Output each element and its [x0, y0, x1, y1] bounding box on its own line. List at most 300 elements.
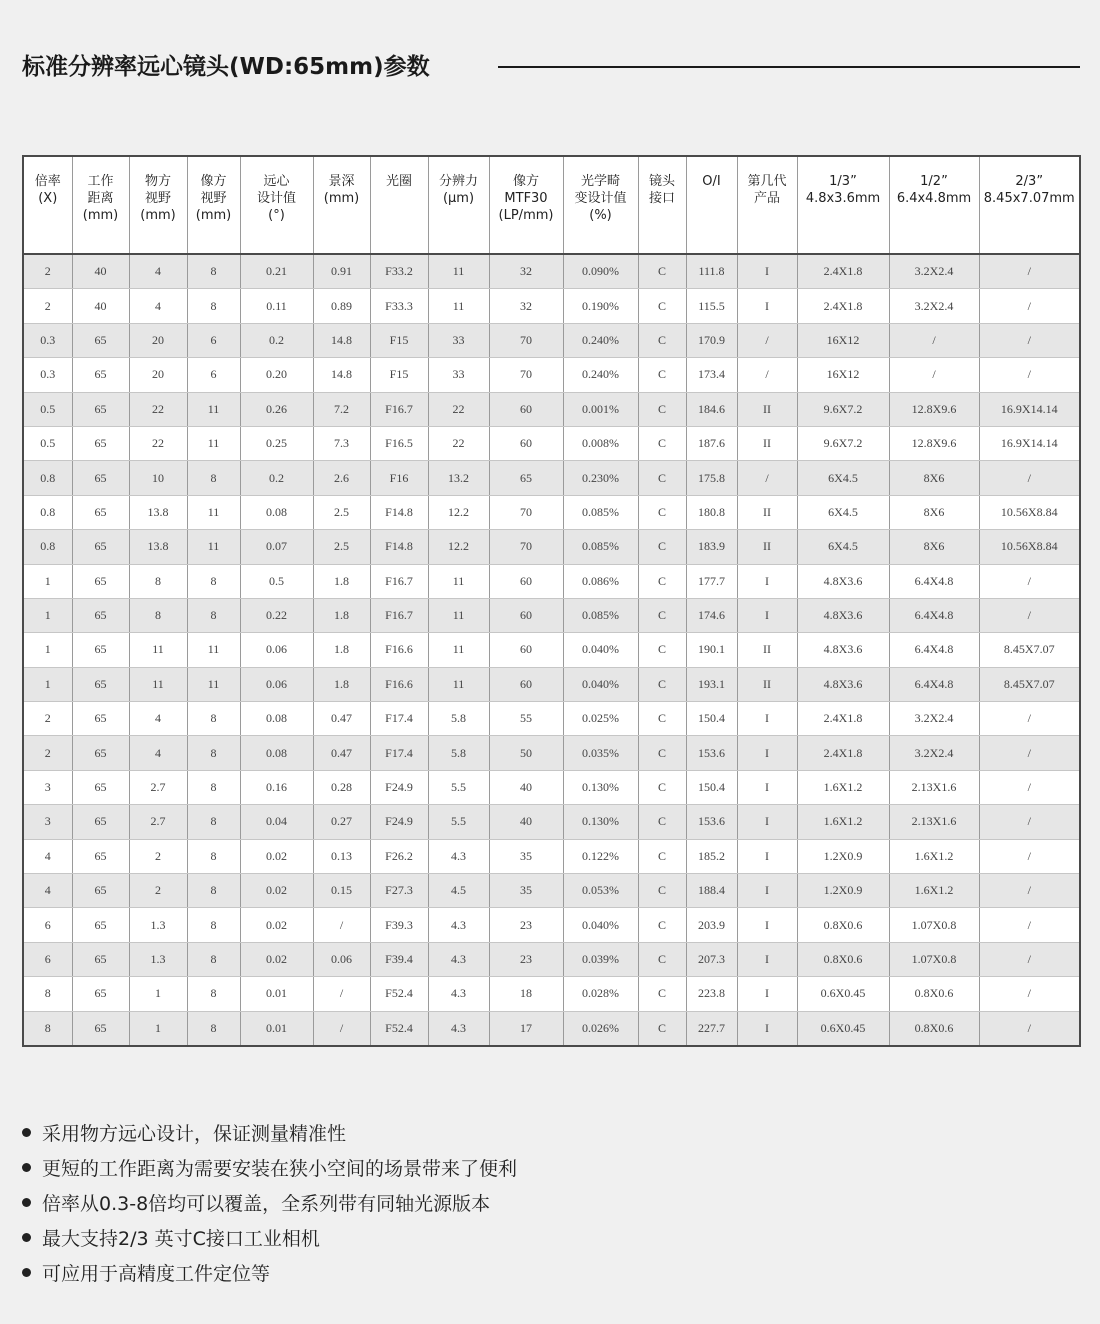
- column-header-line: 4.8x3.6mm: [805, 191, 881, 206]
- table-cell: 177.7: [686, 564, 737, 598]
- table-cell: 35: [489, 874, 563, 908]
- table-row: [23, 1011, 1080, 1046]
- table-cell: /: [313, 908, 370, 942]
- table-cell: 6: [23, 942, 72, 976]
- table-cell: F16.6: [370, 667, 428, 701]
- table-cell: 2: [23, 254, 72, 289]
- table-cell: 65: [72, 667, 129, 701]
- table-cell: /: [889, 358, 979, 392]
- table-cell: /: [979, 598, 1080, 632]
- table-body: [23, 254, 1080, 1046]
- table-cell: 11: [187, 392, 240, 426]
- table-cell: C: [638, 289, 686, 323]
- table-cell: 10: [129, 461, 187, 495]
- table-cell: F16.7: [370, 598, 428, 632]
- table-cell: 2: [129, 874, 187, 908]
- table-cell: I: [737, 770, 797, 804]
- table-cell: 0.02: [240, 942, 313, 976]
- table-cell: I: [737, 736, 797, 770]
- table-cell: 0.130%: [563, 805, 638, 839]
- table-cell: 0.08: [240, 736, 313, 770]
- feature-item: [22, 1258, 517, 1293]
- table-row: [23, 392, 1080, 426]
- table-cell: 65: [72, 805, 129, 839]
- column-header-line: 接口: [648, 191, 675, 206]
- table-cell: 1.07X0.8: [889, 942, 979, 976]
- table-cell: 0.8: [23, 495, 72, 529]
- column-header-line: 1/3”: [829, 174, 857, 189]
- table-cell: C: [638, 598, 686, 632]
- table-cell: 0.47: [313, 702, 370, 736]
- table-cell: 2.7: [129, 805, 187, 839]
- column-header: [187, 156, 240, 254]
- table-cell: 16.9X14.14: [979, 426, 1080, 460]
- table-cell: 8: [187, 289, 240, 323]
- table-cell: 175.8: [686, 461, 737, 495]
- table-cell: 4.3: [428, 839, 489, 873]
- table-cell: 22: [129, 392, 187, 426]
- table-cell: 0.08: [240, 702, 313, 736]
- table-header-row: [23, 156, 1080, 254]
- table-cell: 11: [428, 667, 489, 701]
- table-cell: F15: [370, 358, 428, 392]
- table-cell: I: [737, 289, 797, 323]
- table-cell: 0.2: [240, 461, 313, 495]
- table-cell: 0.6X0.45: [797, 1011, 889, 1046]
- table-cell: 4.8X3.6: [797, 598, 889, 632]
- table-cell: 0.04: [240, 805, 313, 839]
- table-cell: 3.2X2.4: [889, 702, 979, 736]
- table-cell: 18: [489, 977, 563, 1011]
- feature-text: 更短的工作距离为需要安装在狭小空间的场景带来了便利: [42, 1158, 518, 1180]
- column-header-line: 第几代: [747, 174, 787, 189]
- table-cell: C: [638, 254, 686, 289]
- table-cell: 35: [489, 839, 563, 873]
- column-header-line: 景深: [328, 174, 355, 189]
- table-cell: II: [737, 667, 797, 701]
- table-cell: 20: [129, 323, 187, 357]
- table-cell: 11: [187, 530, 240, 564]
- table-cell: /: [979, 942, 1080, 976]
- table-row: [23, 874, 1080, 908]
- column-header-line: MTF30: [504, 191, 548, 206]
- table-cell: II: [737, 392, 797, 426]
- table-cell: 65: [489, 461, 563, 495]
- table-cell: 1.6X1.2: [889, 839, 979, 873]
- table-cell: 55: [489, 702, 563, 736]
- table-cell: 8X6: [889, 495, 979, 529]
- column-header-line: (mm): [140, 208, 176, 223]
- table-cell: 4: [23, 839, 72, 873]
- table-cell: 2.4X1.8: [797, 289, 889, 323]
- feature-list: [22, 1118, 517, 1293]
- table-cell: 33: [428, 358, 489, 392]
- table-cell: 6: [23, 908, 72, 942]
- table-cell: 2.7: [129, 770, 187, 804]
- table-cell: 11: [428, 254, 489, 289]
- table-cell: 0.039%: [563, 942, 638, 976]
- table-cell: 1.6X1.2: [797, 805, 889, 839]
- table-cell: 4.8X3.6: [797, 667, 889, 701]
- table-cell: 12.8X9.6: [889, 392, 979, 426]
- table-row: [23, 839, 1080, 873]
- table-row: [23, 633, 1080, 667]
- table-cell: 22: [129, 426, 187, 460]
- table-cell: 1.2X0.9: [797, 874, 889, 908]
- table-cell: 1: [23, 564, 72, 598]
- table-cell: 3.2X2.4: [889, 289, 979, 323]
- column-header-line: 视野: [200, 191, 227, 206]
- column-header-line: 8.45x7.07mm: [983, 191, 1075, 206]
- table-cell: 180.8: [686, 495, 737, 529]
- table-cell: 0.040%: [563, 667, 638, 701]
- table-cell: 0.28: [313, 770, 370, 804]
- table-cell: /: [979, 289, 1080, 323]
- table-cell: 3: [23, 770, 72, 804]
- table-cell: I: [737, 908, 797, 942]
- table-cell: C: [638, 977, 686, 1011]
- table-cell: C: [638, 530, 686, 564]
- column-header: [370, 156, 428, 254]
- table-cell: C: [638, 736, 686, 770]
- table-cell: 7.3: [313, 426, 370, 460]
- table-cell: 60: [489, 564, 563, 598]
- table-cell: 0.3: [23, 358, 72, 392]
- table-cell: 170.9: [686, 323, 737, 357]
- column-header-line: 产品: [753, 191, 780, 206]
- table-cell: 65: [72, 323, 129, 357]
- table-cell: C: [638, 805, 686, 839]
- table-cell: /: [313, 1011, 370, 1046]
- table-cell: 2.13X1.6: [889, 805, 979, 839]
- table-cell: 8: [187, 977, 240, 1011]
- table-cell: 65: [72, 702, 129, 736]
- table-cell: C: [638, 874, 686, 908]
- table-cell: C: [638, 667, 686, 701]
- table-cell: 150.4: [686, 702, 737, 736]
- table-cell: I: [737, 942, 797, 976]
- table-cell: 40: [72, 289, 129, 323]
- table-cell: 8: [187, 598, 240, 632]
- table-cell: 2.4X1.8: [797, 702, 889, 736]
- table-cell: 6X4.5: [797, 461, 889, 495]
- table-cell: 0.07: [240, 530, 313, 564]
- table-cell: 0.06: [313, 942, 370, 976]
- table-cell: 0.240%: [563, 358, 638, 392]
- table-cell: 0.025%: [563, 702, 638, 736]
- table-cell: 65: [72, 977, 129, 1011]
- table-cell: 11: [428, 564, 489, 598]
- table-cell: 4: [23, 874, 72, 908]
- table-cell: F14.8: [370, 495, 428, 529]
- table-cell: 2.6: [313, 461, 370, 495]
- bullet-icon: [22, 1198, 31, 1207]
- column-header-line: 像方: [512, 174, 539, 189]
- table-cell: 8.45X7.07: [979, 633, 1080, 667]
- table-cell: 0.06: [240, 667, 313, 701]
- table-cell: 0.26: [240, 392, 313, 426]
- table-row: [23, 977, 1080, 1011]
- table-cell: 32: [489, 254, 563, 289]
- table-cell: I: [737, 977, 797, 1011]
- table-cell: 185.2: [686, 839, 737, 873]
- table-cell: 8: [23, 977, 72, 1011]
- feature-text: 可应用于高精度工件定位等: [42, 1263, 271, 1285]
- table-row: [23, 908, 1080, 942]
- table-cell: 3: [23, 805, 72, 839]
- bullet-icon: [22, 1233, 31, 1242]
- table-cell: 20: [129, 358, 187, 392]
- table-cell: I: [737, 874, 797, 908]
- bullet-icon: [22, 1163, 31, 1172]
- table-cell: 8: [187, 805, 240, 839]
- table-cell: 0.25: [240, 426, 313, 460]
- column-header: [889, 156, 979, 254]
- table-cell: 8: [187, 770, 240, 804]
- table-cell: 11: [129, 667, 187, 701]
- table-cell: 70: [489, 495, 563, 529]
- table-cell: 7.2: [313, 392, 370, 426]
- table-cell: 0.6X0.45: [797, 977, 889, 1011]
- table-cell: C: [638, 908, 686, 942]
- table-cell: 65: [72, 392, 129, 426]
- table-cell: 23: [489, 942, 563, 976]
- column-header-line: (mm): [195, 208, 232, 223]
- table-cell: 0.035%: [563, 736, 638, 770]
- table-cell: 5.5: [428, 770, 489, 804]
- table-cell: 0.053%: [563, 874, 638, 908]
- table-cell: 0.028%: [563, 977, 638, 1011]
- table-cell: 65: [72, 461, 129, 495]
- table-cell: /: [737, 461, 797, 495]
- table-cell: C: [638, 323, 686, 357]
- table-cell: 50: [489, 736, 563, 770]
- table-cell: I: [737, 254, 797, 289]
- page-title: 标准分辨率远心镜头(WD:65mm)参数: [22, 54, 430, 80]
- table-cell: 0.27: [313, 805, 370, 839]
- table-cell: 11: [428, 289, 489, 323]
- spec-table: [22, 155, 1081, 1047]
- table-cell: 0.11: [240, 289, 313, 323]
- table-cell: 65: [72, 564, 129, 598]
- table-row: [23, 289, 1080, 323]
- table-cell: 0.8X0.6: [889, 977, 979, 1011]
- column-header-line: (μm): [442, 191, 475, 206]
- table-cell: 65: [72, 736, 129, 770]
- table-cell: 4.8X3.6: [797, 564, 889, 598]
- table-cell: /: [889, 323, 979, 357]
- table-cell: 6: [187, 323, 240, 357]
- table-cell: 0.008%: [563, 426, 638, 460]
- table-cell: 187.6: [686, 426, 737, 460]
- table-cell: 13.8: [129, 495, 187, 529]
- table-cell: F24.9: [370, 770, 428, 804]
- table-row: [23, 564, 1080, 598]
- table-cell: 8.45X7.07: [979, 667, 1080, 701]
- table-cell: 60: [489, 426, 563, 460]
- table-cell: 0.47: [313, 736, 370, 770]
- column-header-line: 分辨力: [438, 174, 478, 189]
- table-cell: 33: [428, 323, 489, 357]
- table-cell: F39.3: [370, 908, 428, 942]
- table-cell: 4: [129, 254, 187, 289]
- table-cell: 1: [23, 598, 72, 632]
- table-row: [23, 736, 1080, 770]
- table-cell: 150.4: [686, 770, 737, 804]
- table-cell: C: [638, 1011, 686, 1046]
- table-cell: /: [979, 908, 1080, 942]
- table-cell: 183.9: [686, 530, 737, 564]
- table-cell: 153.6: [686, 736, 737, 770]
- table-cell: 115.5: [686, 289, 737, 323]
- column-header-line: (°): [268, 208, 285, 223]
- table-cell: F15: [370, 323, 428, 357]
- table-cell: 11: [428, 633, 489, 667]
- column-header-line: 物方: [144, 174, 171, 189]
- table-row: [23, 530, 1080, 564]
- table-cell: 8: [187, 564, 240, 598]
- table-cell: 2: [129, 839, 187, 873]
- table-row: [23, 942, 1080, 976]
- table-cell: /: [979, 702, 1080, 736]
- table-cell: 0.02: [240, 874, 313, 908]
- table-cell: /: [979, 805, 1080, 839]
- table-cell: 10.56X8.84: [979, 495, 1080, 529]
- table-cell: 173.4: [686, 358, 737, 392]
- table-cell: 11: [129, 633, 187, 667]
- table-cell: F16: [370, 461, 428, 495]
- column-header-line: (X): [38, 191, 58, 206]
- table-cell: 207.3: [686, 942, 737, 976]
- feature-item: [22, 1188, 517, 1223]
- table-cell: C: [638, 392, 686, 426]
- table-cell: F17.4: [370, 736, 428, 770]
- table-cell: 16.9X14.14: [979, 392, 1080, 426]
- table-cell: I: [737, 839, 797, 873]
- table-cell: 8: [187, 1011, 240, 1046]
- table-cell: 4.3: [428, 908, 489, 942]
- table-cell: 0.91: [313, 254, 370, 289]
- table-cell: 3.2X2.4: [889, 254, 979, 289]
- table-cell: 0.89: [313, 289, 370, 323]
- table-cell: 0.122%: [563, 839, 638, 873]
- column-header-line: O/I: [702, 174, 721, 189]
- table-cell: 2.13X1.6: [889, 770, 979, 804]
- table-cell: 0.2: [240, 323, 313, 357]
- table-cell: 0.21: [240, 254, 313, 289]
- column-header-line: 光圈: [385, 174, 412, 189]
- table-cell: 5.8: [428, 736, 489, 770]
- table-cell: 5.8: [428, 702, 489, 736]
- table-cell: 184.6: [686, 392, 737, 426]
- table-cell: II: [737, 530, 797, 564]
- table-cell: F24.9: [370, 805, 428, 839]
- table-cell: 4.3: [428, 1011, 489, 1046]
- column-header-line: (%): [589, 208, 612, 223]
- table-cell: 23: [489, 908, 563, 942]
- table-cell: 14.8: [313, 358, 370, 392]
- column-header: [428, 156, 489, 254]
- table-cell: 6.4X4.8: [889, 564, 979, 598]
- table-cell: 0.085%: [563, 530, 638, 564]
- table-cell: 65: [72, 874, 129, 908]
- table-cell: 11: [187, 667, 240, 701]
- table-cell: 22: [428, 392, 489, 426]
- table-cell: /: [313, 977, 370, 1011]
- table-cell: 5.5: [428, 805, 489, 839]
- table-cell: 8: [187, 839, 240, 873]
- column-header-line: 距离: [87, 191, 114, 206]
- table-cell: C: [638, 839, 686, 873]
- table-cell: 1.2X0.9: [797, 839, 889, 873]
- table-cell: 32: [489, 289, 563, 323]
- table-cell: /: [979, 358, 1080, 392]
- table-cell: 174.6: [686, 598, 737, 632]
- table-cell: 0.8: [23, 461, 72, 495]
- column-header: [638, 156, 686, 254]
- title-divider: [498, 66, 1080, 68]
- table-cell: 0.040%: [563, 633, 638, 667]
- table-cell: F16.7: [370, 564, 428, 598]
- table-cell: II: [737, 495, 797, 529]
- table-cell: 65: [72, 598, 129, 632]
- table-cell: F33.2: [370, 254, 428, 289]
- table-cell: 12.2: [428, 530, 489, 564]
- table-cell: 0.16: [240, 770, 313, 804]
- column-header-line: 1/2”: [920, 174, 948, 189]
- table-cell: 0.01: [240, 977, 313, 1011]
- table-cell: 0.5: [23, 392, 72, 426]
- table-cell: 2.4X1.8: [797, 254, 889, 289]
- table-cell: /: [979, 736, 1080, 770]
- table-cell: 4: [129, 736, 187, 770]
- table-cell: /: [979, 874, 1080, 908]
- table-cell: 65: [72, 426, 129, 460]
- table-cell: 0.8X0.6: [797, 908, 889, 942]
- table-cell: 0.085%: [563, 495, 638, 529]
- table-cell: 6.4X4.8: [889, 667, 979, 701]
- table-cell: 0.13: [313, 839, 370, 873]
- bullet-icon: [22, 1128, 31, 1137]
- table-cell: 22: [428, 426, 489, 460]
- table-cell: II: [737, 633, 797, 667]
- table-cell: 188.4: [686, 874, 737, 908]
- table-cell: 9.6X7.2: [797, 426, 889, 460]
- table-cell: /: [979, 977, 1080, 1011]
- table-cell: 203.9: [686, 908, 737, 942]
- table-row: [23, 495, 1080, 529]
- table-cell: 6: [187, 358, 240, 392]
- table-cell: /: [979, 254, 1080, 289]
- table-cell: 2: [23, 702, 72, 736]
- column-header-line: 工作: [87, 174, 114, 189]
- table-cell: I: [737, 598, 797, 632]
- table-cell: 2: [23, 289, 72, 323]
- table-cell: 111.8: [686, 254, 737, 289]
- table-cell: 9.6X7.2: [797, 392, 889, 426]
- table-cell: 16X12: [797, 358, 889, 392]
- table-cell: F39.4: [370, 942, 428, 976]
- table-cell: 3.2X2.4: [889, 736, 979, 770]
- table-cell: 40: [489, 770, 563, 804]
- table-cell: 4: [129, 289, 187, 323]
- table-cell: 65: [72, 530, 129, 564]
- table-cell: 4: [129, 702, 187, 736]
- table-cell: F16.5: [370, 426, 428, 460]
- bullet-icon: [22, 1268, 31, 1277]
- table-cell: 0.8X0.6: [797, 942, 889, 976]
- table-cell: 8: [187, 702, 240, 736]
